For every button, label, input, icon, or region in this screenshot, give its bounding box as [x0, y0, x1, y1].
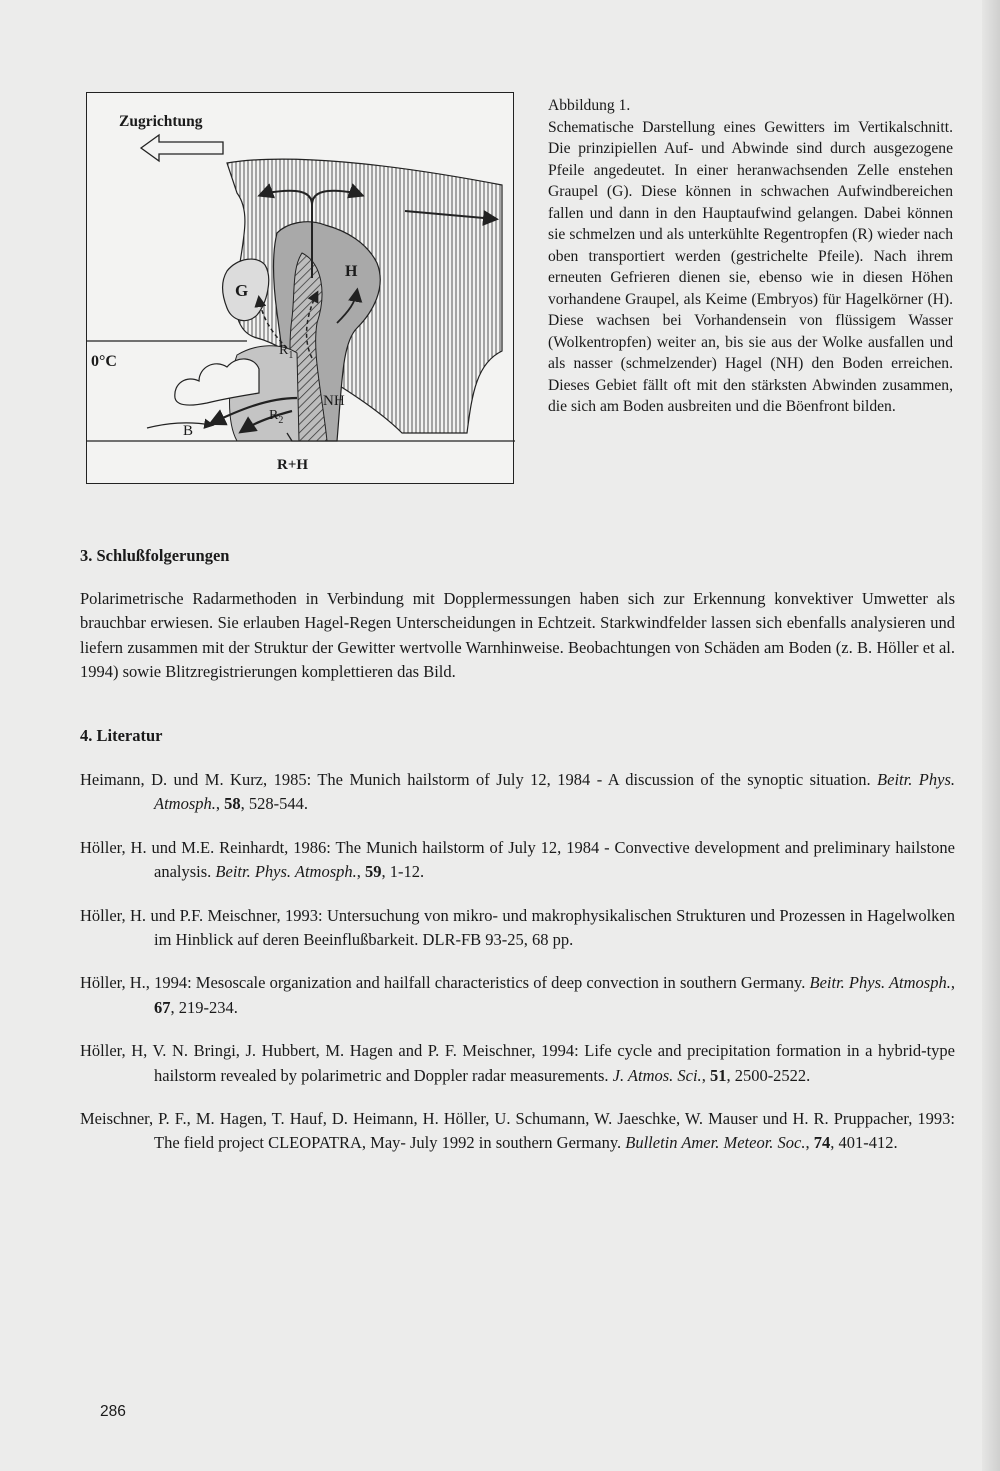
reference-item: Meischner, P. F., M. Hagen, T. Hauf, D. Heimann, H. Höller, U. Schumann, W. Jaeschke, W. Mauser und H. R. Pruppacher, 1993: The field project CLEOPATRA, May- July 1992 in southern Germany. Bulletin Amer. Meteor. Soc., 74, 401-412.	[80, 1109, 955, 1153]
zugrichtung-label: Zugrichtung	[119, 113, 203, 130]
zero-celsius-label: 0°C	[91, 353, 117, 370]
rain-r1-label: $R_1$	[279, 343, 294, 361]
rain-r2-label: $R_2$	[269, 408, 284, 426]
reference-item: Höller, H. und M.E. Reinhardt, 1986: The Munich hailstorm of July 12, 1984 - Convective development and preliminary hailstone analysis. Beitr. Phys. Atmosph., 59, 1-12.	[80, 837, 955, 882]
page-edge-shadow	[982, 0, 1000, 1471]
page-number: 286	[100, 1403, 126, 1420]
wet-hail-label: NH	[323, 393, 345, 409]
caption-title: Abbildung 1.	[548, 97, 631, 114]
reference-list	[80, 768, 955, 1175]
section-4-heading: 4. Literatur	[80, 726, 163, 745]
section-3-text: Polarimetrische Radarmethoden in Verbindung mit Dopplermessungen haben sich zur Erkennung konvektiver Umwetter als brauchbar erwiesen. Sie erlauben Hagel-Regen Unterscheidungen in Echtzeit. Starkwindfelder lassen sich ebenfalls analysieren und liefern zusammen mit der Struktur der Gewitter wertvolle Warnhinweise. Beobachtungen von Schäden am Boden (z. B. Höller et al. 1994) sowie Blitzregistrierungen komplettieren das Bild.	[80, 589, 955, 682]
hail-label: H	[345, 263, 358, 280]
section-3-heading: 3. Schlußfolgerungen	[80, 546, 230, 565]
reference-item: Höller, H., 1994: Mesoscale organization and hailfall characteristics of deep convection in southern Germany. Beitr. Phys. Atmosph., 67, 219-234.	[80, 973, 955, 1017]
reference-item: Höller, H, V. N. Bringi, J. Hubbert, M. Hagen and P. F. Meischner, 1994: Life cycle and precipitation formation in a hybrid-type hailstorm revealed by polarimetric and Doppler radar measurements. J. Atmos. Sci., 51, 2500-2522.	[80, 1041, 955, 1085]
caption-text: Schematische Darstellung eines Gewitters im Vertikalschnitt. Die prinzipiellen Auf- und Abwinde sind durch ausgezogene Pfeile angedeutet. In einer heranwachsenden Zelle enstehen Graupel (G). Diese können in schwachen Aufwindbereichen fallen und dann in den Hauptaufwind gelangen. Dabei können sie schmelzen und als unterkühlte Regentropfen (R) wieder nach oben transportiert werden (gestrichelte Pfeile). Nach ihrem erneuten Gefrieren dienen sie, ebenso wie in diesen Höhen vorhandene Graupel, als Keime (Embryos) für Hagelkörner (H). Diese wachsen bei Vorhandensein von flüssigem Wasser (Wolkentropfen) weiter an, bis sie aus der Wolke ausfallen und als nasser (schmelzender) Hagel (NH) den Boden erreichen. Dieses Gebiet fällt oft mit den stärksten Abwinden zusammen, die sich am Boden ausbreiten und die Böenfront bilden.	[548, 118, 953, 415]
storm-diagram	[87, 93, 515, 485]
rain-hail-ground-label: R+H	[277, 457, 309, 473]
direction-arrow	[141, 135, 223, 161]
reference-item: Heimann, D. und M. Kurz, 1985: The Munich hailstorm of July 12, 1984 - A discussion of the synoptic situation. Beitr. Phys. Atmosph., 58, 528-544.	[80, 770, 955, 814]
figure-caption	[548, 95, 953, 418]
storm-schematic-figure	[86, 92, 514, 484]
graupel-label: G	[235, 281, 249, 300]
reference-item: Höller, H. und P.F. Meischner, 1993: Untersuchung von mikro- und makrophysikalischen Strukturen und Prozessen in Hagelwolken im Hinblick auf deren Beeinflußbarkeit. DLR-FB 93-25, 68 pp.	[80, 905, 955, 950]
gust-front-label: B	[183, 423, 194, 439]
